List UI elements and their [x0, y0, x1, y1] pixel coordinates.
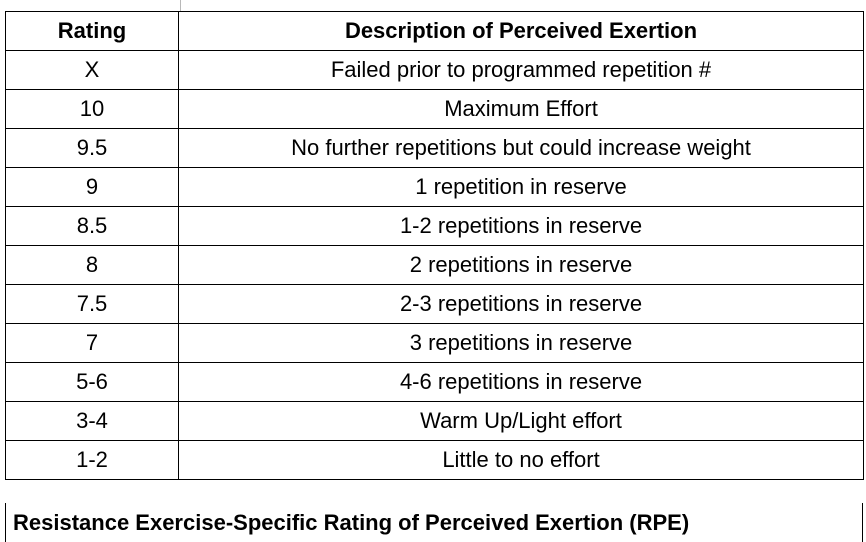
description-cell: Warm Up/Light effort — [179, 402, 864, 441]
rating-header: Rating — [6, 12, 179, 51]
description-cell: 3 repetitions in reserve — [179, 324, 864, 363]
table-row — [6, 129, 864, 168]
table-row — [6, 246, 864, 285]
rating-cell: 1-2 — [6, 441, 179, 480]
table-row — [6, 168, 864, 207]
rating-cell: 8 — [6, 246, 179, 285]
table-row — [6, 285, 864, 324]
rating-cell: 7.5 — [6, 285, 179, 324]
description-cell: 1-2 repetitions in reserve — [179, 207, 864, 246]
header-row — [6, 12, 864, 51]
rating-cell: 7 — [6, 324, 179, 363]
description-cell: Maximum Effort — [179, 90, 864, 129]
description-cell: 2 repetitions in reserve — [179, 246, 864, 285]
rpe-table — [5, 11, 864, 480]
description-cell: Failed prior to programmed repetition # — [179, 51, 864, 90]
rating-cell: 9 — [6, 168, 179, 207]
table-row — [6, 207, 864, 246]
description-header: Description of Perceived Exertion — [179, 12, 864, 51]
caption-text: Resistance Exercise-Specific Rating of Perceived Exertion (RPE) — [13, 509, 690, 535]
description-cell: Little to no effort — [179, 441, 864, 480]
table-row — [6, 51, 864, 90]
table-row — [6, 90, 864, 129]
rating-cell: X — [6, 51, 179, 90]
rating-cell: 10 — [6, 90, 179, 129]
table-row — [6, 402, 864, 441]
description-cell: No further repetitions but could increase weight — [179, 129, 864, 168]
gridline — [180, 0, 181, 11]
table-caption — [5, 503, 863, 542]
rating-cell: 9.5 — [6, 129, 179, 168]
rating-cell: 3-4 — [6, 402, 179, 441]
rating-cell: 8.5 — [6, 207, 179, 246]
table-row — [6, 363, 864, 402]
rating-cell: 5-6 — [6, 363, 179, 402]
description-cell: 4-6 repetitions in reserve — [179, 363, 864, 402]
table-row — [6, 441, 864, 480]
table-row — [6, 324, 864, 363]
description-cell: 2-3 repetitions in reserve — [179, 285, 864, 324]
description-cell: 1 repetition in reserve — [179, 168, 864, 207]
